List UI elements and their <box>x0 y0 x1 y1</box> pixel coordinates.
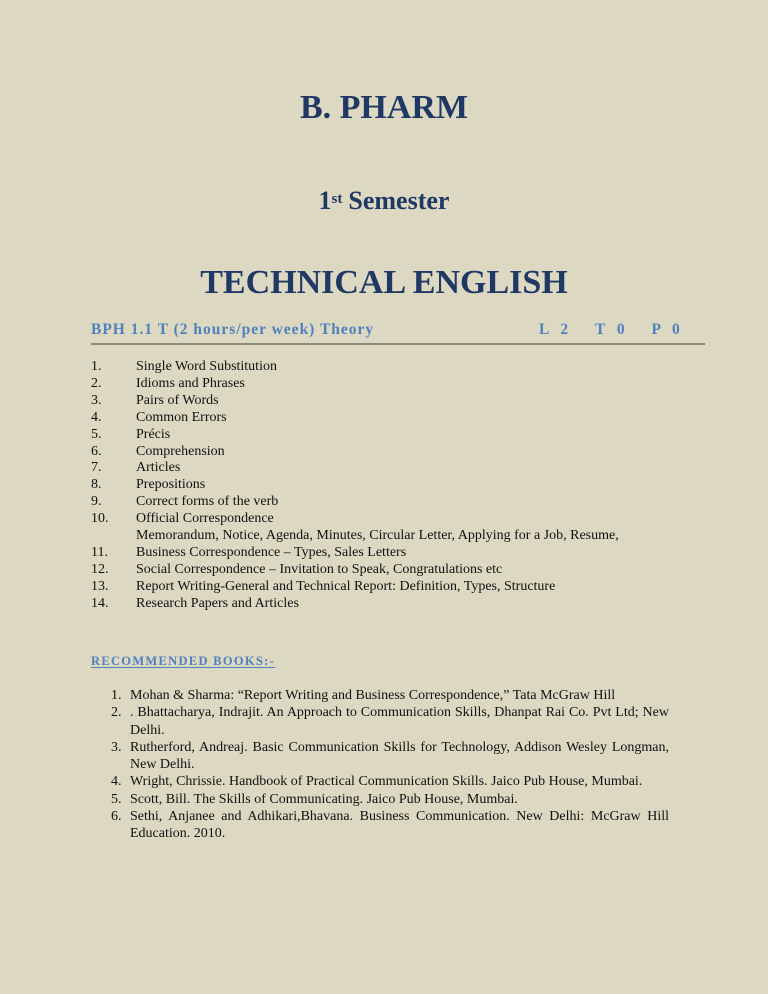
topic-text: Business Correspondence – Types, Sales Letters <box>136 544 407 560</box>
topic-number: 11. <box>91 544 108 560</box>
book-item <box>111 773 669 790</box>
program-title: B. PHARM <box>299 89 469 126</box>
topic-text: Correct forms of the verb <box>136 494 279 510</box>
topic-number: 8. <box>91 477 102 493</box>
semester-label: Semester <box>348 186 450 215</box>
topic-text: Report Writing-General and Technical Report: Definition, Types, Structure <box>136 578 556 594</box>
lecture-credits: L 2 <box>539 321 573 338</box>
topic-text: Pairs of Words <box>136 392 219 408</box>
topic-number: 2. <box>91 375 102 391</box>
book-item <box>111 704 669 739</box>
topic-text: Research Papers and Articles <box>136 595 299 611</box>
book-number: 4. <box>111 774 122 790</box>
topic-item <box>91 376 711 393</box>
book-item <box>111 687 669 704</box>
topic-number: 1. <box>91 359 102 374</box>
topic-text: Articles <box>136 460 181 476</box>
book-item <box>111 791 669 808</box>
topic-item <box>91 444 711 461</box>
topic-number: 12. <box>91 561 109 577</box>
semester-title <box>0 185 768 217</box>
topic-subtext: Memorandum, Notice, Agenda, Minutes, Circular Letter, Applying for a Job, Resume, <box>136 528 619 544</box>
topic-item <box>91 545 711 562</box>
topic-text: Prepositions <box>136 477 206 493</box>
book-text: Rutherford, Andreaj. Basic Communication Skills for Technology, Addison Wesley Longman, New Delhi. <box>130 739 669 773</box>
book-text: . Bhattacharya, Indrajit. An Approach to Communication Skills, Dhanpat Rai Co. Pvt Ltd; New Delhi. <box>130 705 669 738</box>
topic-text: Common Errors <box>136 409 227 425</box>
topic-number: 14. <box>91 595 109 611</box>
topic-item <box>91 359 711 376</box>
topic-number: 9. <box>91 494 102 510</box>
topic-item <box>91 477 711 494</box>
topic-item <box>91 410 711 427</box>
course-title: TECHNICAL ENGLISH <box>200 264 568 301</box>
topic-number: 10. <box>91 511 109 527</box>
book-item <box>111 808 669 843</box>
topic-item <box>91 579 711 596</box>
topic-text: Comprehension <box>136 443 225 459</box>
topic-text: Précis <box>136 426 171 442</box>
book-number: 3. <box>111 739 122 755</box>
course-code-line: BPH 1.1 T (2 hours/per week) Theory <box>91 321 375 338</box>
practical-credits: P 0 <box>651 321 684 338</box>
book-number: 1. <box>111 688 122 703</box>
topic-number: 3. <box>91 392 102 408</box>
topic-text: Idioms and Phrases <box>136 375 245 391</box>
book-text: Scott, Bill. The Skills of Communicating. Jaico Pub House, Mumbai. <box>130 791 518 807</box>
recommended-books-heading: RECOMMENDED BOOKS:- <box>91 654 276 668</box>
course-code-header <box>91 321 705 345</box>
topic-item <box>91 460 711 477</box>
tutorial-credits: T 0 <box>594 321 629 338</box>
topic-number: 5. <box>91 426 102 442</box>
ltp-credits <box>539 321 702 339</box>
topic-number: 13. <box>91 578 109 594</box>
book-number: 5. <box>111 791 122 807</box>
topic-item <box>91 427 711 444</box>
topic-number: 4. <box>91 409 102 425</box>
topic-text: Official Correspondence <box>136 511 274 527</box>
topic-item <box>91 494 711 511</box>
topic-item <box>91 393 711 410</box>
topic-item <box>91 562 711 579</box>
semester-suffix: st <box>331 191 343 207</box>
book-text: Mohan & Sharma: “Report Writing and Business Correspondence,” Tata McGraw Hill <box>130 688 616 703</box>
book-item <box>111 739 669 774</box>
topics-list <box>91 359 711 613</box>
book-number: 6. <box>111 809 122 825</box>
book-text: Wright, Chrissie. Handbook of Practical Communication Skills. Jaico Pub House, Mumbai. <box>130 774 643 790</box>
topic-number: 7. <box>91 460 102 476</box>
topic-number: 6. <box>91 443 102 459</box>
topic-text: Single Word Substitution <box>136 359 277 374</box>
book-number: 2. <box>111 705 122 721</box>
books-list <box>111 687 669 843</box>
book-text: Sethi, Anjanee and Adhikari,Bhavana. Business Communication. New Delhi: McGraw Hill Education. 2010. <box>130 809 669 842</box>
topic-item <box>91 596 711 613</box>
topic-text: Social Correspondence – Invitation to Speak, Congratulations etc <box>136 561 503 577</box>
semester-number: 1 <box>318 186 332 215</box>
topic-item <box>91 511 711 545</box>
